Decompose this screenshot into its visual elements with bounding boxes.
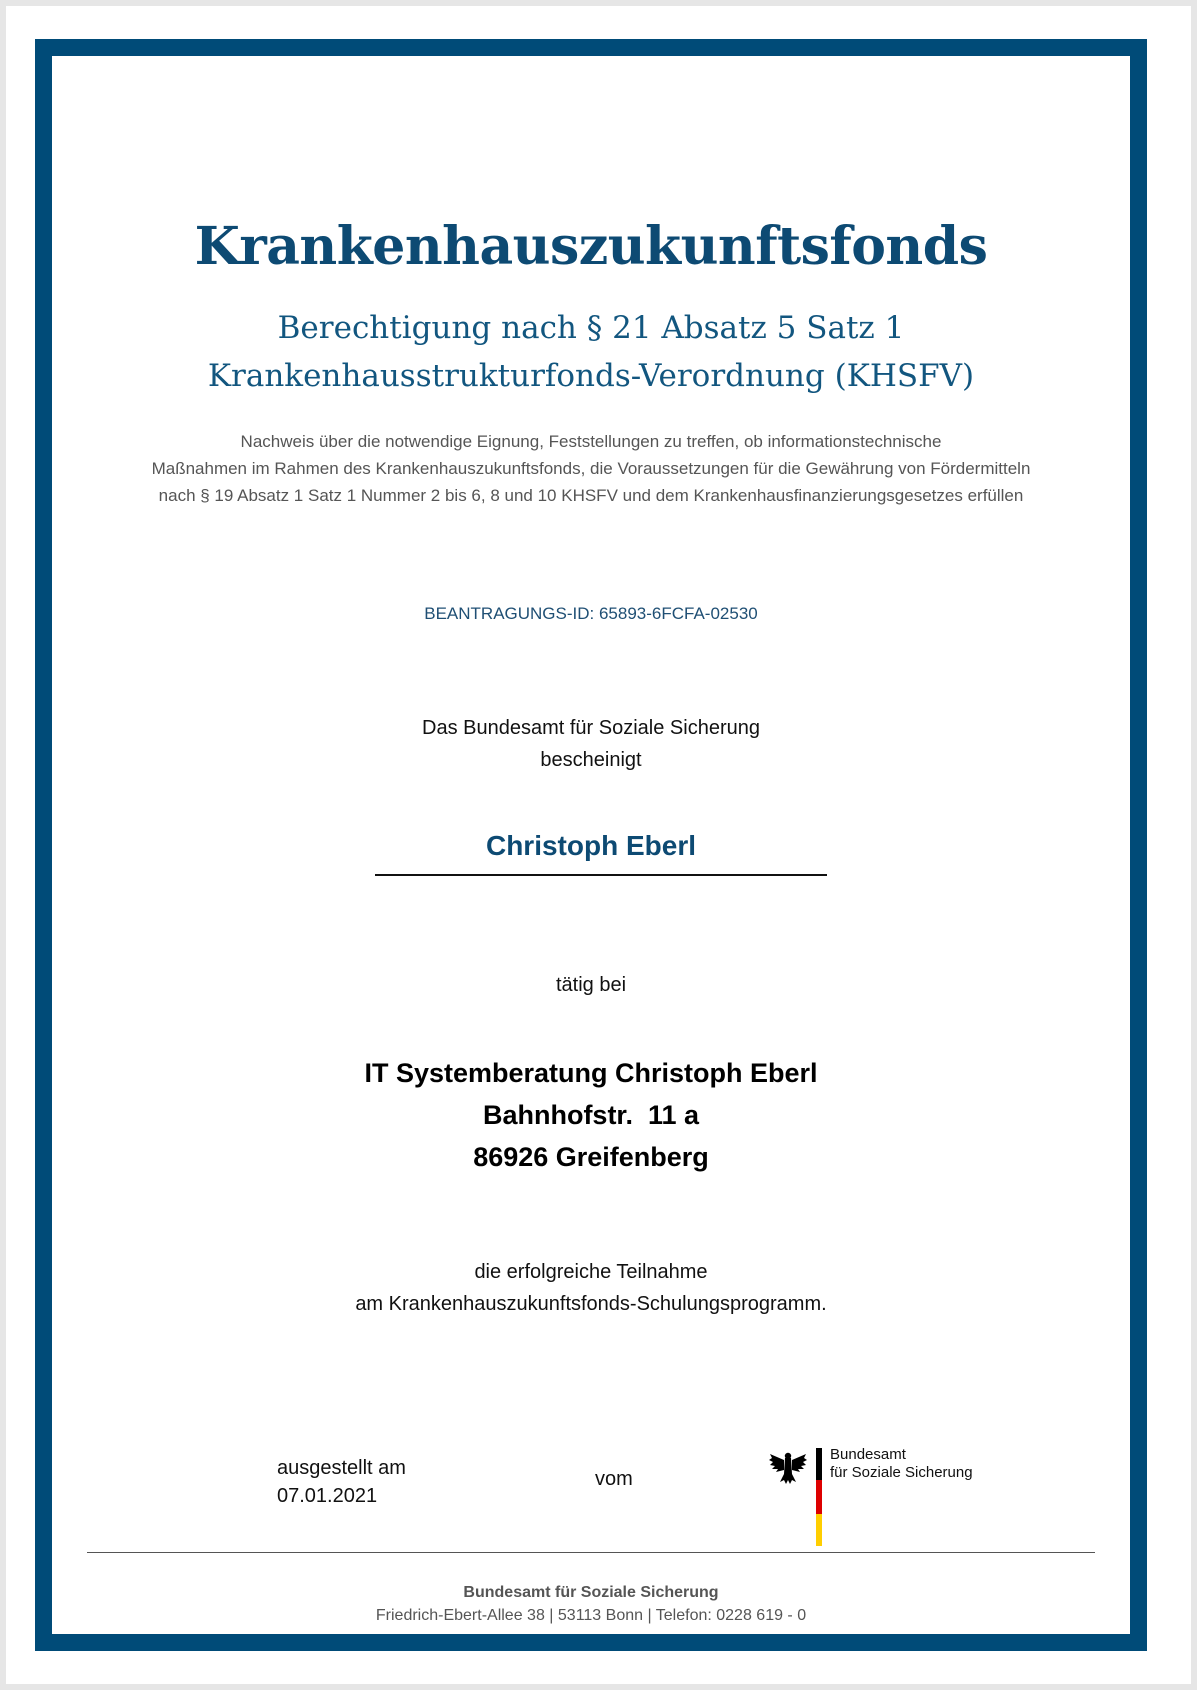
description-line-2: Maßnahmen im Rahmen des Krankenhauszukunftsfonds, die Voraussetzungen für die Gewährung von Fördermitteln: [151, 459, 1031, 478]
logo-text-line-2: für Soziale Sicherung: [830, 1464, 973, 1481]
description-line-3: nach § 19 Absatz 1 Satz 1 Nummer 2 bis 6, 8 und 10 KHSFV und dem Krankenhausfinanzierungsgesetzes erfüllen: [158, 486, 1024, 505]
certifier-line-1: Das Bundesamt für Soziale Sicherung: [422, 717, 760, 739]
certifier-line-2: bescheinigt: [540, 749, 642, 771]
subtitle-line-1: Berechtigung nach § 21 Absatz 5 Satz 1: [277, 310, 905, 346]
employed-at-label: tätig bei: [555, 974, 627, 996]
logo-text-line-1: Bundesamt: [830, 1446, 906, 1463]
footer-org-name: Bundesamt für Soziale Sicherung: [463, 1584, 719, 1601]
subtitle-line-2: Krankenhausstrukturfonds-Verordnung (KHSFV): [207, 358, 975, 394]
company-name: IT Systemberatung Christoph Eberl: [364, 1058, 818, 1088]
issued-date: 07.01.2021: [277, 1485, 378, 1507]
issued-label: ausgestellt am: [277, 1457, 406, 1479]
certificate-frame: [35, 39, 1147, 1651]
from-label: vom: [595, 1468, 633, 1490]
certificate-title: Krankenhauszukunftsfonds: [194, 216, 988, 277]
federal-eagle-icon: [768, 1448, 808, 1488]
bas-logo: [768, 1448, 988, 1558]
participation-line-1: die erfolgreiche Teilnahme: [474, 1261, 708, 1283]
flag-bar: [816, 1448, 822, 1546]
footer-divider: [87, 1552, 1095, 1553]
certificate-page: [6, 6, 1191, 1684]
company-block: [52, 1052, 1130, 1178]
company-city: 86926 Greifenberg: [473, 1142, 709, 1172]
certificate-description: [92, 428, 1090, 509]
recipient-name: Christoph Eberl: [485, 830, 696, 861]
participation-line-2: am Krankenhauszukunftsfonds-Schulungsprogramm.: [355, 1293, 827, 1315]
certificate-subtitle: [52, 304, 1130, 400]
application-id: BEANTRAGUNGS-ID: 65893-6FCFA-02530: [424, 604, 758, 623]
name-underline: [375, 874, 827, 876]
description-line-1: Nachweis über die notwendige Eignung, Feststellungen zu treffen, ob informationstechnische: [240, 432, 942, 451]
issued-block: [277, 1454, 406, 1510]
certifier-text: [52, 712, 1130, 776]
footer-address: Friedrich-Ebert-Allee 38 | 53113 Bonn | Telefon: 0228 619 - 0: [375, 1607, 807, 1624]
participation-text: [52, 1256, 1130, 1320]
logo-text: [830, 1446, 973, 1482]
company-street: Bahnhofstr. 11 a: [482, 1100, 700, 1130]
